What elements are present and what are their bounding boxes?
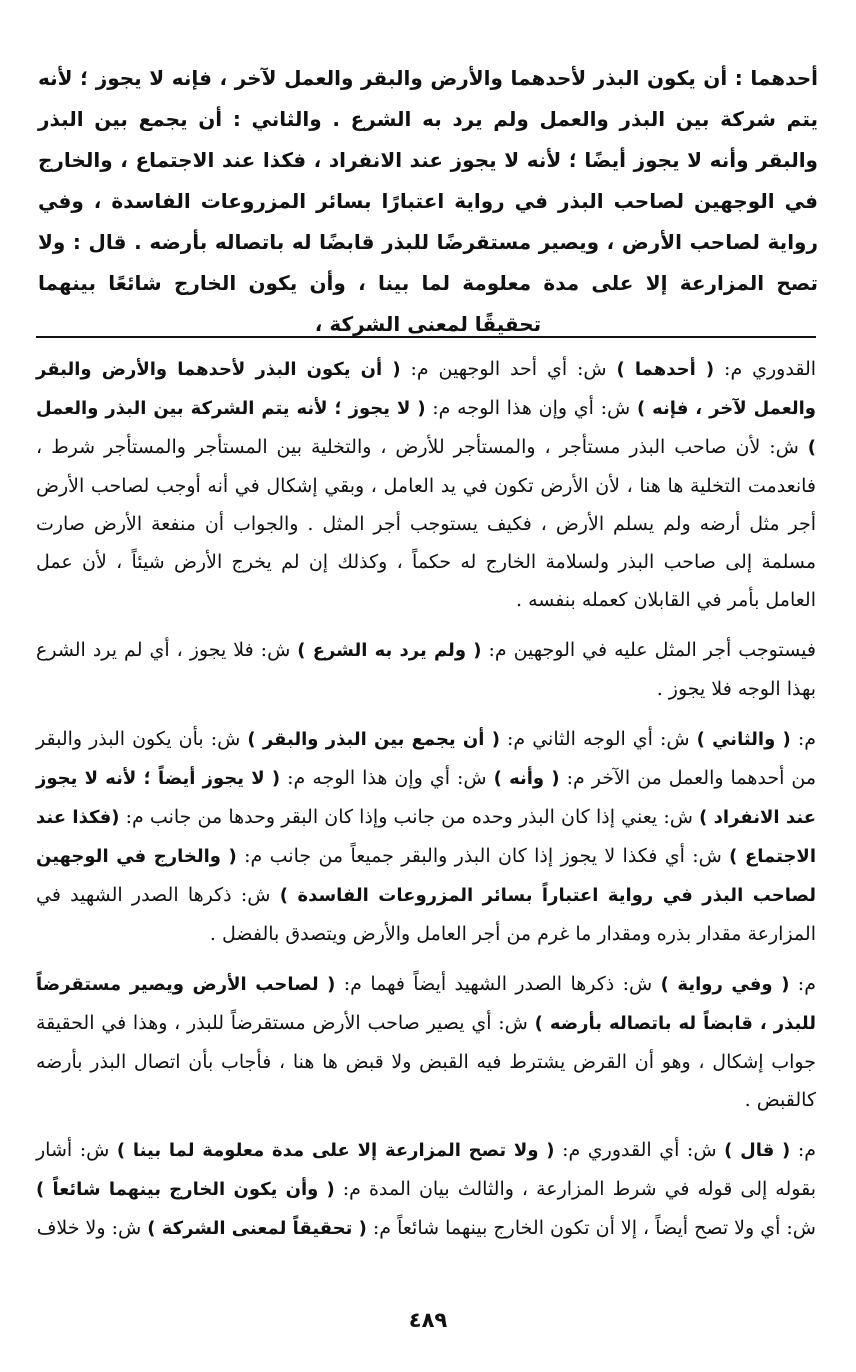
commentary-text: ش: لأن صاحب البذر مستأجر ، والمستأجر للأرض ، والتخلية بين المستأجر والمستأجر شرط ، فانعدمت التخلية ها هنا ، لأن الأرض تكون في يد العامل ، وبقي إشكال في أنه أوجب لصاحب الأرض أجر مثل أرضه ولم يسلم الأرض ، فكيف يستوجب أجر المثل . والجواب أن منفعة الأرض صارت مسلمة إلى صاحب البذر ولسلامة الخارج له حكماً ، وكذلك إن لم يخرج الأرض شيئاً ، لأن عمل العامل بأمر في القابلان كعمله بنفسه . bbox=[36, 436, 816, 611]
matn-quote: ( أن يكون البذر لأحدهما والأرض والبقر والعمل لآخر ، فإنه ) bbox=[36, 359, 817, 419]
commentary-text: ش: ولا خلاف bbox=[36, 1217, 148, 1239]
matn-quote: ( أن يجمع بين البذر والبقر ) bbox=[247, 729, 500, 750]
matn-quote: ( أحدهما ) bbox=[616, 359, 715, 380]
commentary-text: ش: أي ولا تصح أيضاً ، إلا أن تكون الخارج بينهما شائعاً م: bbox=[366, 1217, 816, 1239]
commentary-block bbox=[36, 350, 816, 1248]
commentary-text: ش: أي وإن هذا الوجه م: bbox=[425, 397, 637, 419]
commentary-text: ش: أي وإن هذا الوجه م: bbox=[280, 767, 494, 789]
commentary-text: م: bbox=[790, 1139, 816, 1161]
matn-quote: (فكذا عند الاجتماع ) bbox=[36, 807, 816, 867]
commentary-text: ش: يعني إذا كان البذر وحده من جانب وإذا كان البقر وحدها من جانب م: bbox=[119, 806, 700, 828]
matn-quote: ( ولم يرد به الشرع ) bbox=[297, 640, 482, 661]
matn-quote: ( لصاحب الأرض ويصير مستقرضاً للبذر ، قابضاً له باتصاله بأرضه ) bbox=[36, 974, 816, 1034]
matn-quote: ( قال ) bbox=[724, 1140, 791, 1161]
commentary-paragraph bbox=[36, 965, 816, 1119]
commentary-text: م: bbox=[789, 973, 816, 995]
commentary-text: ش: أي فكذا لا يجوز إذا كان البذر والبقر جميعاً من جانب م: bbox=[236, 845, 730, 867]
commentary-paragraph bbox=[36, 1131, 816, 1248]
commentary-text: ش: بأن يكون البذر والبقر من أحدهما والعمل من الآخر م: bbox=[36, 728, 816, 789]
matn-quote: ( وفي رواية ) bbox=[660, 974, 790, 995]
matn-quote: ( وأنه ) bbox=[493, 768, 560, 789]
commentary-text: فيستوجب أجر المثل عليه في الوجهين م: bbox=[481, 639, 816, 661]
commentary-text: م: bbox=[790, 728, 816, 750]
commentary-text: ش: أي الوجه الثاني م: bbox=[499, 728, 697, 750]
matn-quote: ( والثاني ) bbox=[696, 729, 791, 750]
commentary-paragraph bbox=[36, 631, 816, 708]
matn-quote: ( لا يجوز أيضاً ؛ لأنه لا يجوز عند الانفراد ) bbox=[36, 768, 816, 828]
page-number: ٤٨٩ bbox=[408, 1308, 448, 1332]
commentary-text: ش: أي أحد الوجهين م: bbox=[400, 358, 617, 380]
divider-line bbox=[36, 336, 816, 338]
matn-quote: ( تحقيقاً لمعنى الشركة ) bbox=[147, 1218, 367, 1239]
commentary-paragraph bbox=[36, 720, 816, 953]
commentary-text: ش: أي يصير صاحب الأرض مستقرضاً للبذر ، وهذا في الحقيقة جواب إشكال ، وهو أن القرض يشترط فيه القبض ولا قبض ها هنا ، فأجاب بأن اتصال البذر بأرضه كالقبض . bbox=[36, 1012, 816, 1111]
matn-quote: ( وأن يكون الخارج بينهما شائعاً ) bbox=[36, 1179, 335, 1200]
commentary-text: ش: ذكرها الصدر الشهيد في المزارعة مقدار بذره ومقدار ما غرم من أجر العامل والأرض ويتصدق بالفضل . bbox=[36, 884, 816, 945]
matn-quote: ( ولا تصح المزارعة إلا على مدة معلومة لما بينا ) bbox=[116, 1140, 555, 1161]
commentary-text: ش: أي القدوري م: bbox=[554, 1139, 725, 1161]
main-text: أحدهما : أن يكون البذر لأحدهما والأرض والبقر والعمل لآخر ، فإنه لا يجوز ؛ لأنه يتم شركة بين البذر والعمل ولم يرد به الشرع . والثاني : أن يجمع بين البذر والبقر وأنه لا يجوز أيضًا ؛ لأنه لا يجوز عند الانفراد ، فكذا عند الاجتماع ، والخارج في الوجهين لصاحب البذر في رواية اعتبارًا بسائر المزروعات الفاسدة ، وفي رواية لصاحب الأرض ، ويصير مستقرضًا للبذر قابضًا له باتصاله بأرضه . قال : ولا تصح المزارعة إلا على مدة معلومة لما بينا ، وأن يكون الخارج شائعًا بينهما تحقيقًا لمعنى الشركة ، bbox=[38, 66, 818, 336]
matn-quote: ( والخارج في الوجهين لصاحب البذر في رواية اعتباراً بسائر المزروعات الفاسدة ) bbox=[36, 846, 816, 906]
commentary-text: القدوري م: bbox=[714, 358, 817, 380]
commentary-text: ش: فلا يجوز ، أي لم يرد الشرع بهذا الوجه فلا يجوز . bbox=[36, 639, 816, 700]
main-text-block bbox=[38, 58, 818, 345]
commentary-text: ش: ذكرها الصدر الشهيد أيضاً فهما م: bbox=[335, 973, 661, 995]
commentary-text: ش: أشار بقوله إلى قوله في شرط المزارعة ، والثالث بيان المدة م: bbox=[36, 1139, 816, 1200]
matn-quote: ( لا يجوز ؛ لأنه يتم الشركة بين البذر والعمل ) bbox=[36, 398, 816, 458]
commentary-paragraph bbox=[36, 350, 816, 619]
